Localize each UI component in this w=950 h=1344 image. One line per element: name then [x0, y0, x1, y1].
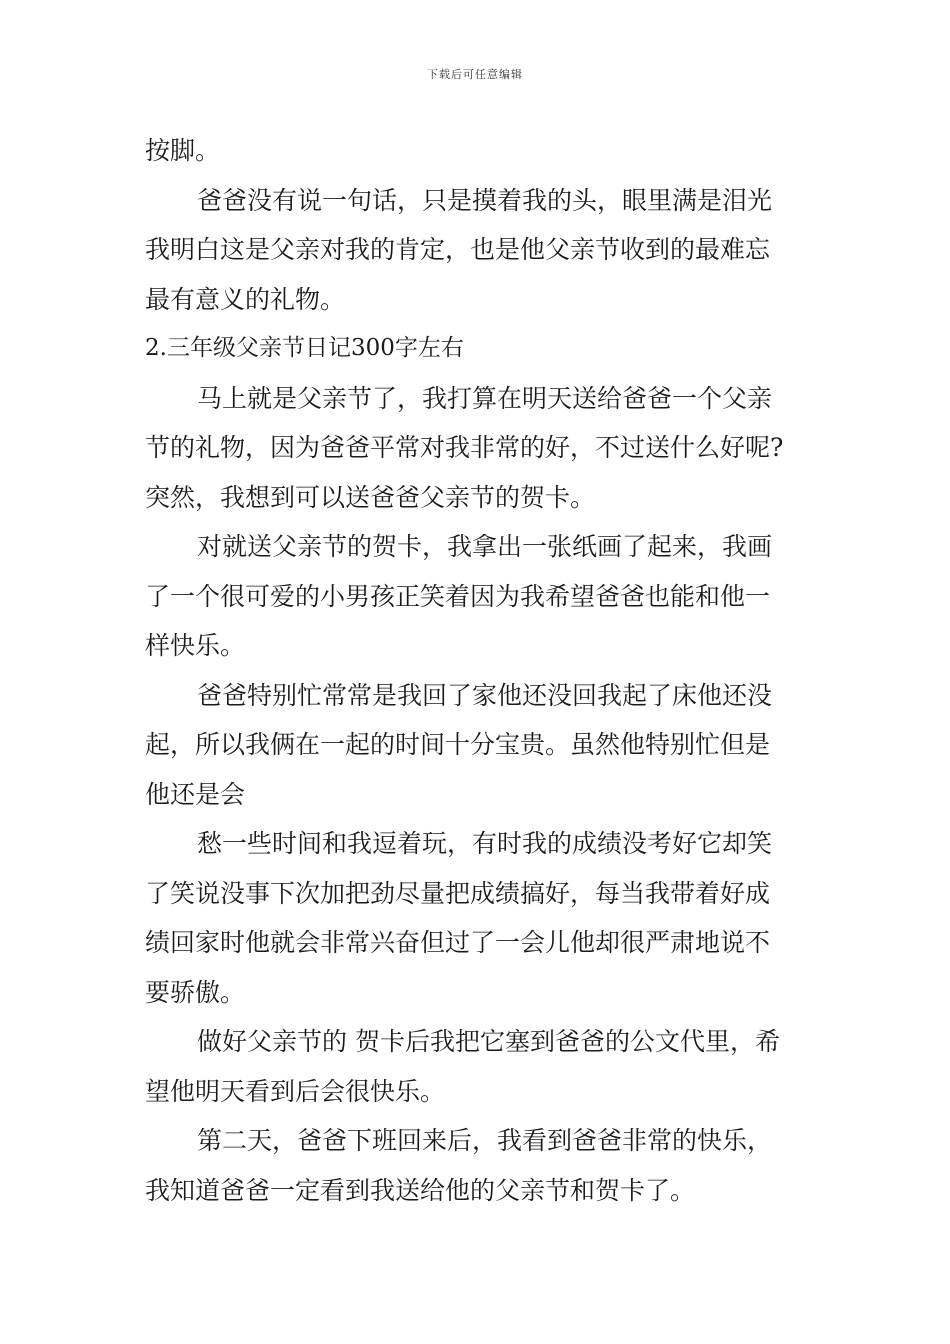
text-line: 我知道爸爸一定看到我送给他的父亲节和贺卡了。 — [145, 1175, 696, 1205]
text-line: 我明白这是父亲对我的肯定，也是他父亲节收到的最难忘 — [145, 235, 771, 264]
text-line: 按脚。 — [145, 136, 221, 165]
text-line: 他还是会 — [145, 779, 246, 809]
text-line: 起，所以我俩在一起的时间十分宝贵。虽然他特别忙但是 — [145, 730, 771, 759]
text-line: 愁一些时间和我逗着玩，有时我的成绩没考好它却笑 — [197, 829, 773, 858]
page-header: 下载后可任意编辑 — [427, 68, 523, 81]
section-heading: 2.三年级父亲节日记300字左右 — [145, 335, 464, 361]
text-line: 了一个很可爱的小男孩正笑着因为我希望爸爸也能和他一 — [145, 581, 771, 611]
text-line: 做好父亲节的 贺卡后我把它塞到爸爸的公文代里，希 — [197, 1027, 780, 1056]
text-line: 爸爸特别忙常常是我回了家他还没回我起了床他还没 — [197, 680, 773, 710]
text-line: 绩回家时他就会非常兴奋但过了一会儿他却很严肃地说不 — [145, 928, 771, 957]
text-line: 了笑说没事下次加把劲尽量把成绩搞好，每当我带着好成 — [145, 878, 771, 908]
text-line: 望他明天看到后会很快乐。 — [145, 1076, 446, 1106]
text-line: 节的礼物，因为爸爸平常对我非常的好，不过送什么好呢? — [145, 433, 784, 462]
text-line: 对就送父亲节的贺卡，我拿出一张纸画了起来，我画 — [197, 532, 773, 561]
document-body — [145, 126, 810, 1215]
text-line: 样快乐。 — [145, 631, 246, 660]
text-line: 爸爸没有说一句话，只是摸着我的头，眼里满是泪光 — [197, 185, 773, 215]
text-line: 突然，我想到可以送爸爸父亲节的贺卡。 — [145, 482, 596, 512]
text-line: 第二天，爸爸下班回来后，我看到爸爸非常的快乐， — [197, 1126, 773, 1155]
text-line: 要骄傲。 — [145, 977, 246, 1007]
text-line: 马上就是父亲节了，我打算在明天送给爸爸一个父亲 — [197, 383, 773, 413]
text-line: 最有意义的礼物。 — [145, 284, 346, 314]
